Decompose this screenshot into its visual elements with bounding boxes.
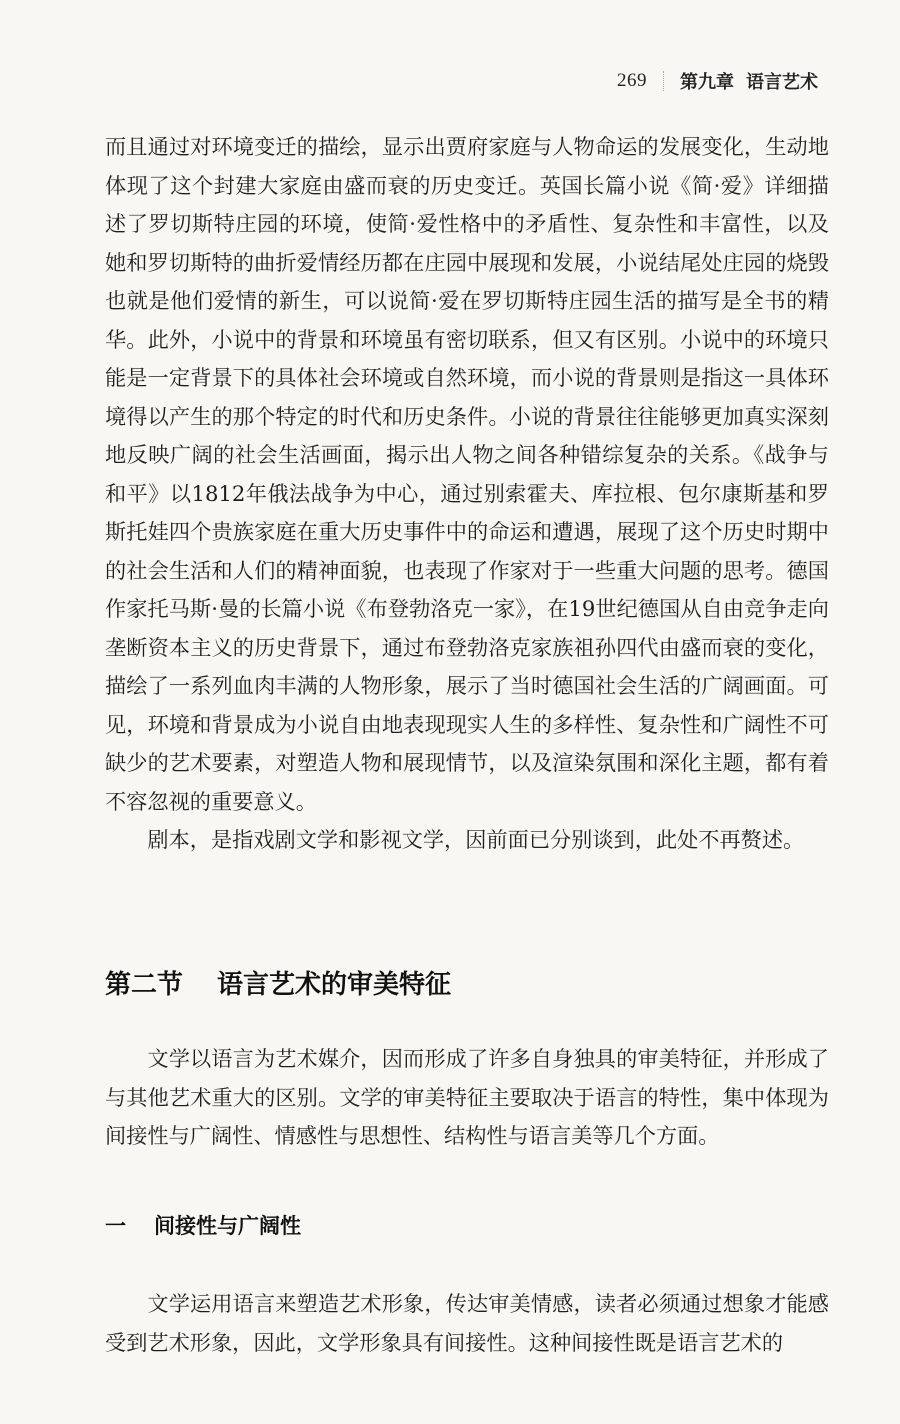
subsection-body-block (105, 1285, 829, 1362)
section-heading (105, 964, 451, 1001)
header-divider (663, 71, 664, 91)
section-intro-block (105, 1040, 829, 1156)
paragraph-continued: 而且通过对环境变迁的描绘，显示出贾府家庭与人物命运的发展变化，生动地体现了这个封建大家庭由盛而衰的历史变迁。英国长篇小说《简·爱》详细描述了罗切斯特庄园的环境，使简·爱性格中的矛盾性、复杂性和丰富性，以及她和罗切斯特的曲折爱情经历都在庄园中展现和发展，小说结尾处庄园的烧毁也就是他们爱情的新生，可以说简·爱在罗切斯特庄园生活的描写是全书的精华。此外，小说中的背景和环境虽有密切联系，但又有区别。小说中的环境只能是一定背景下的具体社会环境或自然环境，而小说的背景则是指这一具体环境得以产生的那个特定的时代和历史条件。小说的背景往往能够更加真实深刻地反映广阔的社会生活画面，揭示出人物之间各种错综复杂的关系。《战争与和平》以1812年俄法战争为中心，通过别索霍夫、库拉根、包尔康斯基和罗斯托娃四个贵族家庭在重大历史事件中的命运和遭遇，展现了这个历史时期中的社会生活和人们的精神面貌，也表现了作家对于一些重大问题的思考。德国作家托马斯·曼的长篇小说《布登勃洛克一家》，在19世纪德国从自由竞争走向垄断资本主义的历史背景下，通过布登勃洛克家族祖孙四代由盛而衰的变化，描绘了一系列血肉丰满的人物形象，展示了当时德国社会生活的广阔画面。可见，环境和背景成为小说自由地表现现实人生的多样性、复杂性和广阔性不可缺少的艺术要素，对塑造人物和展现情节，以及渲染氛围和深化主题，都有着不容忽视的重要意义。 (105, 134, 829, 814)
page-number: 269 (617, 70, 647, 91)
paragraph-script: 剧本，是指戏剧文学和影视文学，因前面已分别谈到，此处不再赘述。 (147, 827, 805, 852)
section-number: 第二节 (105, 970, 184, 1000)
subsection-title: 间接性与广阔性 (154, 1214, 301, 1238)
subsection-heading (105, 1210, 301, 1240)
body-text-block (105, 128, 829, 860)
subsection-paragraph: 文学运用语言来塑造艺术形象，传达审美情感，读者必须通过想象才能感受到艺术形象，因此，文学形象具有间接性。这种间接性既是语言艺术的 (105, 1291, 829, 1355)
chapter-title: 语言艺术 (746, 72, 818, 93)
section-intro-paragraph: 文学以语言为艺术媒介，因而形成了许多自身独具的审美特征，并形成了与其他艺术重大的区别。文学的审美特征主要取决于语言的特性，集中体现为间接性与广阔性、情感性与思想性、结构性与语言美等几个方面。 (105, 1046, 829, 1148)
running-header (617, 68, 818, 94)
subsection-number: 一 (105, 1214, 126, 1238)
section-title: 语言艺术的审美特征 (217, 970, 452, 1000)
chapter-number: 第九章 (680, 72, 734, 93)
